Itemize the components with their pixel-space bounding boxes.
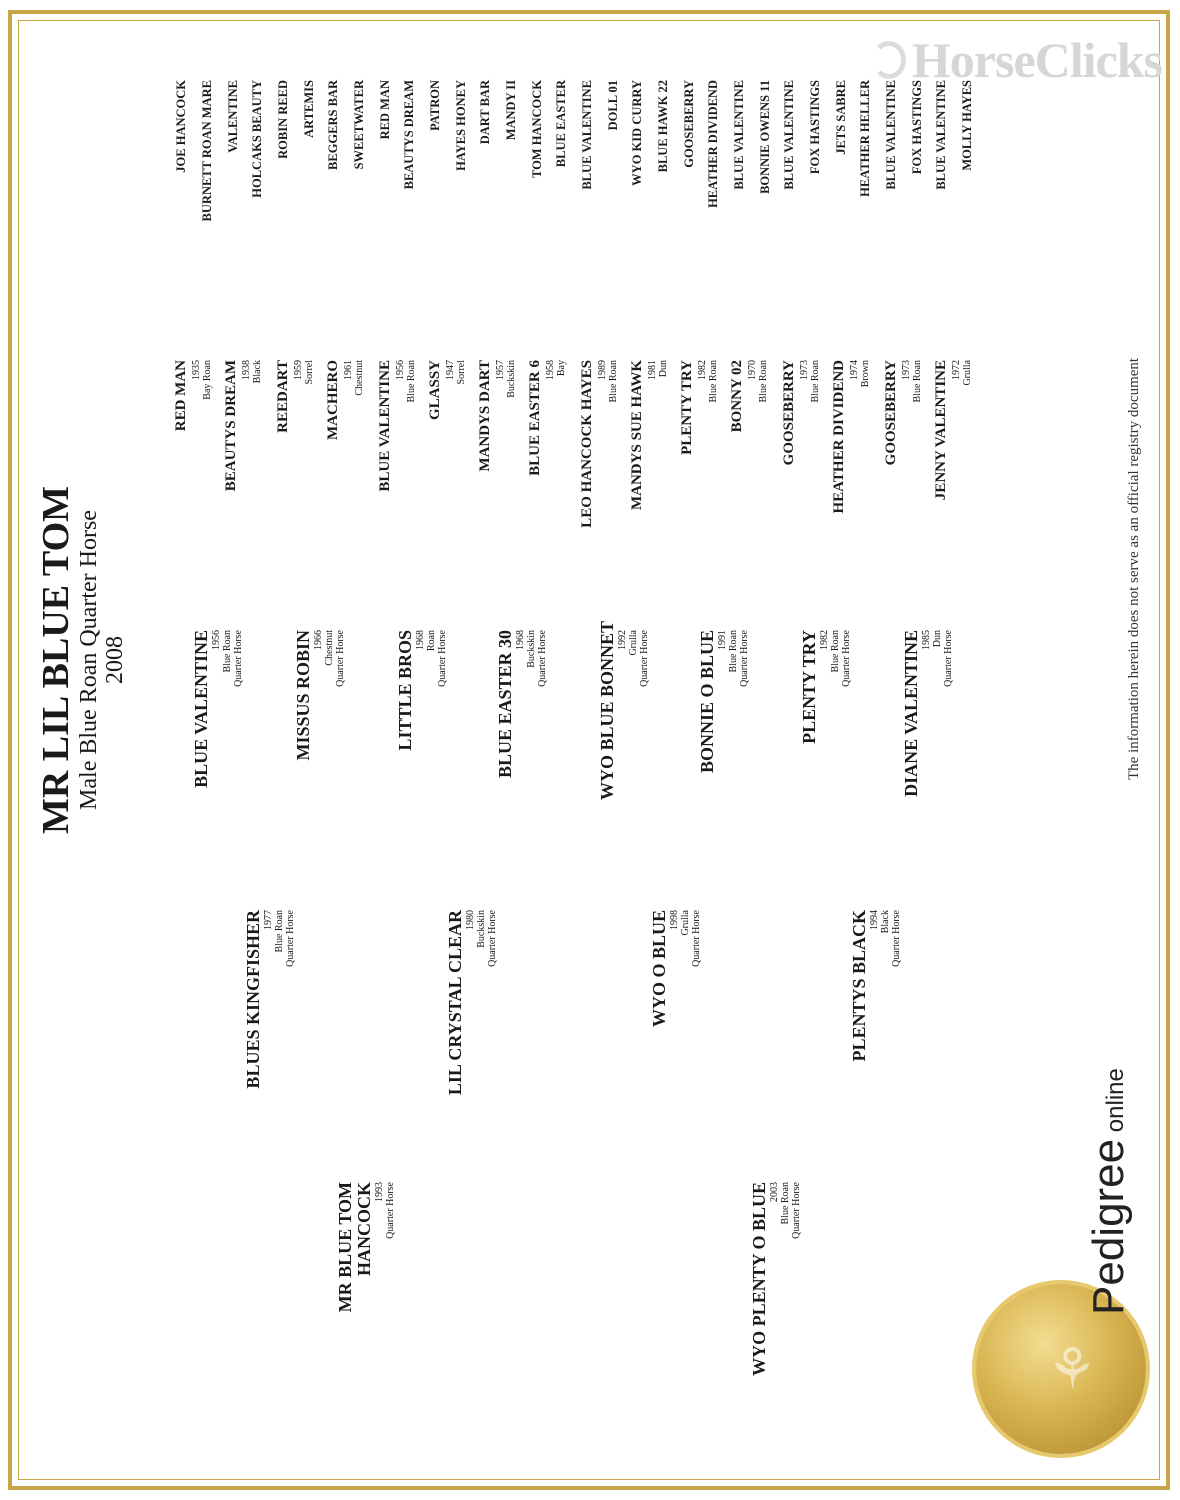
horse-title: MR LIL BLUE TOM — [35, 485, 77, 835]
horse-name: BLUES KINGFISHER — [243, 910, 263, 1089]
horse-color: Blue Roan — [758, 360, 769, 403]
horse-name: MANDYS DART — [477, 360, 493, 472]
horse-color: Black — [880, 910, 891, 934]
horse-year: 1947 — [445, 360, 456, 380]
ancestor-g5: PATRON — [428, 80, 442, 131]
seal-emblem-icon: ⚘ — [1046, 1337, 1098, 1402]
ancestor-g5: ROBIN REED — [276, 80, 290, 159]
ancestor-g4 — [222, 360, 263, 540]
horse-breed: Quarter Horse — [385, 1182, 396, 1239]
horse-breed: Quarter Horse — [537, 630, 548, 687]
horse-name: GLASSY — [427, 360, 443, 421]
ancestor-g4 — [172, 360, 213, 540]
ancestor-g5: FOX HASTINGS — [808, 80, 822, 175]
horse-color: Chestnut — [324, 630, 335, 666]
ancestor-g5: JETS SABRE — [834, 80, 848, 155]
horse-color: Grulla — [680, 910, 691, 936]
horse-name: BLUE VALENTINE — [191, 630, 211, 788]
horse-color: Blue Roan — [912, 360, 923, 403]
horse-color: Blue Roan — [810, 360, 821, 403]
ancestor-g4 — [324, 360, 365, 540]
horse-color: Dun — [658, 360, 669, 378]
ancestor-g4 — [932, 360, 973, 540]
horse-breed: Quarter Horse — [233, 630, 244, 687]
horse-color: Blue Roan — [274, 910, 285, 953]
horse-year: 1935 — [191, 360, 202, 380]
ancestor-g5: TOM HANCOCK — [530, 80, 544, 179]
ancestor-g4 — [780, 360, 821, 540]
horse-name: MR BLUE TOM — [335, 1182, 355, 1313]
horse-year: 1994 — [869, 910, 880, 930]
horse-breed: Quarter Horse — [739, 630, 750, 687]
ancestor-g4 — [476, 360, 517, 540]
horse-name: BLUE VALENTINE — [377, 360, 393, 492]
horse-year: 2003 — [769, 1182, 780, 1202]
ancestor-g5: HEATHER DIVIDEND — [706, 80, 720, 208]
ancestor-g5: HAYES HONEY — [454, 80, 468, 171]
ancestor-g5: VALENTINE — [226, 80, 240, 153]
ancestor-g4 — [526, 360, 567, 540]
horse-breed: Quarter Horse — [841, 630, 852, 687]
ancestor-g5: HEATHER HELLER — [858, 80, 872, 197]
ancestor-g4 — [274, 360, 315, 540]
horse-color: Buckskin — [526, 630, 537, 668]
horse-color: Blue Roan — [222, 630, 233, 673]
horse-name: WYO BLUE BONNET — [597, 620, 617, 800]
ancestor-g5: BLUE EASTER — [554, 80, 568, 168]
horse-year: 1956 — [395, 360, 406, 380]
horse-color: Grulla — [962, 360, 973, 386]
horse-year: 2008 — [102, 636, 128, 684]
dam — [750, 1182, 802, 1402]
horse-breed: Quarter Horse — [791, 1182, 802, 1239]
horse-name: WYO PLENTY O BLUE — [749, 1182, 769, 1376]
horse-name: BLUE EASTER 6 — [527, 360, 543, 476]
horse-breed: Quarter Horse — [891, 910, 902, 967]
horse-color: Roan — [426, 630, 437, 652]
ancestor-g3 — [597, 620, 650, 800]
ancestor-g5: RED MAN — [378, 80, 392, 140]
horse-color: Brown — [860, 360, 871, 388]
horse-year: 1958 — [545, 360, 556, 380]
disclaimer: The information herein does not serve as an official registry document — [1126, 357, 1142, 780]
horse-year: 1991 — [717, 630, 728, 650]
horse-name: PLENTY TRY — [679, 360, 695, 455]
horse-year: 1998 — [669, 910, 680, 930]
horse-year: 1961 — [343, 360, 354, 380]
horse-name: WYO O BLUE — [649, 910, 669, 1028]
ancestor-g4 — [678, 360, 719, 540]
ancestor-g5: BEGGERS BAR — [326, 80, 340, 170]
ancestor-g5: BLUE VALENTINE — [934, 80, 948, 190]
horse-color: Blue Roan — [406, 360, 417, 403]
horse-color: Dun — [932, 630, 943, 648]
horse-color: Blue Roan — [608, 360, 619, 403]
horse-name: JENNY VALENTINE — [933, 360, 949, 501]
ancestor-g5: MOLLY HAYES — [960, 80, 974, 171]
horse-year: 1968 — [515, 630, 526, 650]
horse-name: MISSUS ROBIN — [293, 630, 313, 761]
logo-main-text: Pedigree — [1084, 1138, 1133, 1315]
horse-year: 1959 — [293, 360, 304, 380]
horse-year: 1977 — [263, 910, 274, 930]
horse-year: 1992 — [617, 630, 628, 650]
horse-name: BONNIE O BLUE — [697, 630, 717, 774]
horse-color: Buckskin — [476, 910, 487, 948]
horse-year: 1973 — [799, 360, 810, 380]
horse-name: MANDYS SUE HAWK — [629, 360, 645, 511]
ancestor-g4 — [376, 360, 417, 540]
horse-breed: Quarter Horse — [437, 630, 448, 687]
horse-name: BONNY 02 — [729, 360, 745, 433]
horse-year: 1993 — [374, 1182, 385, 1202]
ancestor-g5: DART BAR — [478, 80, 492, 145]
ancestor-g3 — [396, 630, 448, 800]
horse-year: 1956 — [211, 630, 222, 650]
ancestor-g5: DOLL 01 — [606, 80, 620, 131]
horse-breed: Quarter Horse — [285, 910, 296, 967]
ancestor-g3 — [192, 630, 244, 800]
horse-name: MACHERO — [325, 360, 341, 440]
ancestor-g5: WYO KID CURRY — [630, 80, 644, 186]
ancestor-g4 — [426, 360, 467, 540]
horse-year: 1966 — [313, 630, 324, 650]
horse-name: REEDART — [275, 360, 291, 433]
horse-name: RED MAN — [173, 360, 189, 432]
ancestor-g5: SWEETWATER — [352, 80, 366, 170]
ancestor-g4 — [628, 360, 669, 540]
horse-name: LEO HANCOCK HAYES — [579, 360, 595, 528]
ancestor-g5: HOLCAKS BEAUTY — [250, 80, 264, 198]
horse-color: Blue Roan — [728, 630, 739, 673]
grand-sire-1 — [244, 910, 296, 1110]
horse-breed: Quarter Horse — [691, 910, 702, 967]
horse-color: Chestnut — [354, 360, 365, 396]
horse-year: 1982 — [819, 630, 830, 650]
ancestor-g3 — [800, 630, 852, 800]
horse-color: Grulla — [628, 630, 639, 656]
grand-sire-2 — [650, 910, 702, 1110]
horse-name: GOOSEBERRY — [781, 360, 797, 466]
watermark-text: HorseClicks — [911, 32, 1162, 88]
horse-color: Bay — [556, 360, 567, 377]
pedigree-online-logo — [1084, 1068, 1134, 1315]
horse-breed: Quarter Horse — [639, 630, 650, 687]
ancestor-g5: BURNETT ROAN MARE — [200, 80, 214, 222]
ancestor-g5: BONNIE OWENS 11 — [758, 80, 772, 194]
horse-breed: Quarter Horse — [943, 630, 954, 687]
horse-name: DIANE VALENTINE — [901, 630, 921, 797]
horse-year: 1980 — [465, 910, 476, 930]
ancestor-g5: FOX HASTINGS — [910, 80, 924, 175]
horse-year: 1938 — [241, 360, 252, 380]
ancestor-g5: BEAUTYS DREAM — [402, 80, 416, 190]
ancestor-g5: MANDY II — [504, 80, 518, 141]
ancestor-g3 — [902, 630, 954, 800]
grand-dam-1 — [446, 910, 498, 1110]
ancestor-g5: GOOSEBERRY — [682, 80, 696, 168]
horse-breed: Quarter Horse — [335, 630, 346, 687]
horse-year: 1989 — [597, 360, 608, 380]
horse-year: 1968 — [415, 630, 426, 650]
ancestor-g5: BLUE VALENTINE — [884, 80, 898, 190]
ancestor-g4 — [728, 360, 769, 540]
ancestor-g5: JOE HANCOCK — [174, 80, 188, 173]
horse-name: BLUE EASTER 30 — [495, 630, 515, 779]
horse-name: GOOSEBERRY — [883, 360, 899, 466]
horse-name: BEAUTYS DREAM — [223, 360, 239, 492]
horse-breed: Quarter Horse — [487, 910, 498, 967]
horse-year: 1981 — [647, 360, 658, 380]
horse-color: Buckskin — [506, 360, 517, 398]
header — [36, 460, 128, 860]
horse-year: 1972 — [951, 360, 962, 380]
ancestor-g5: BLUE VALENTINE — [782, 80, 796, 190]
ancestor-g4 — [830, 360, 871, 540]
logo-suffix-text: online — [1102, 1068, 1129, 1139]
horse-name: PLENTY TRY — [799, 630, 819, 744]
horse-color: Black — [252, 360, 263, 384]
horse-year: 1982 — [697, 360, 708, 380]
sire — [336, 1182, 396, 1402]
horse-name: PLENTYS BLACK — [849, 910, 869, 1062]
horse-name: LITTLE BROS — [395, 630, 415, 751]
horse-color: Blue Roan — [708, 360, 719, 403]
horse-year: 1985 — [921, 630, 932, 650]
ancestor-g4 — [882, 360, 923, 540]
ancestor-g3 — [698, 630, 750, 800]
horse-color: Blue Roan — [830, 630, 841, 673]
horse-color: Sorrel — [456, 360, 467, 385]
ancestor-g3 — [294, 630, 346, 800]
horse-name: HANCOCK — [354, 1182, 374, 1276]
grand-dam-2 — [850, 910, 902, 1110]
horse-year: 1970 — [747, 360, 758, 380]
ancestor-g4 — [578, 360, 619, 540]
ancestor-g5: BLUE HAWK 22 — [656, 80, 670, 173]
ancestor-g5: BLUE VALENTINE — [732, 80, 746, 190]
ancestor-g3 — [496, 630, 548, 800]
horse-name: HEATHER DIVIDEND — [831, 360, 847, 514]
ancestor-g5: BLUE VALENTINE — [580, 80, 594, 190]
ancestor-g5: ARTEMIS — [302, 80, 316, 138]
horse-color: Blue Roan — [780, 1182, 791, 1225]
horse-description: Male Blue Roan Quarter Horse — [76, 510, 102, 810]
horse-year: 1973 — [901, 360, 912, 380]
horse-year: 1974 — [849, 360, 860, 380]
horse-color: Bay Roan — [202, 360, 213, 400]
horse-year: 1957 — [495, 360, 506, 380]
horse-color: Sorrel — [304, 360, 315, 385]
horse-name: LIL CRYSTAL CLEAR — [445, 910, 465, 1096]
